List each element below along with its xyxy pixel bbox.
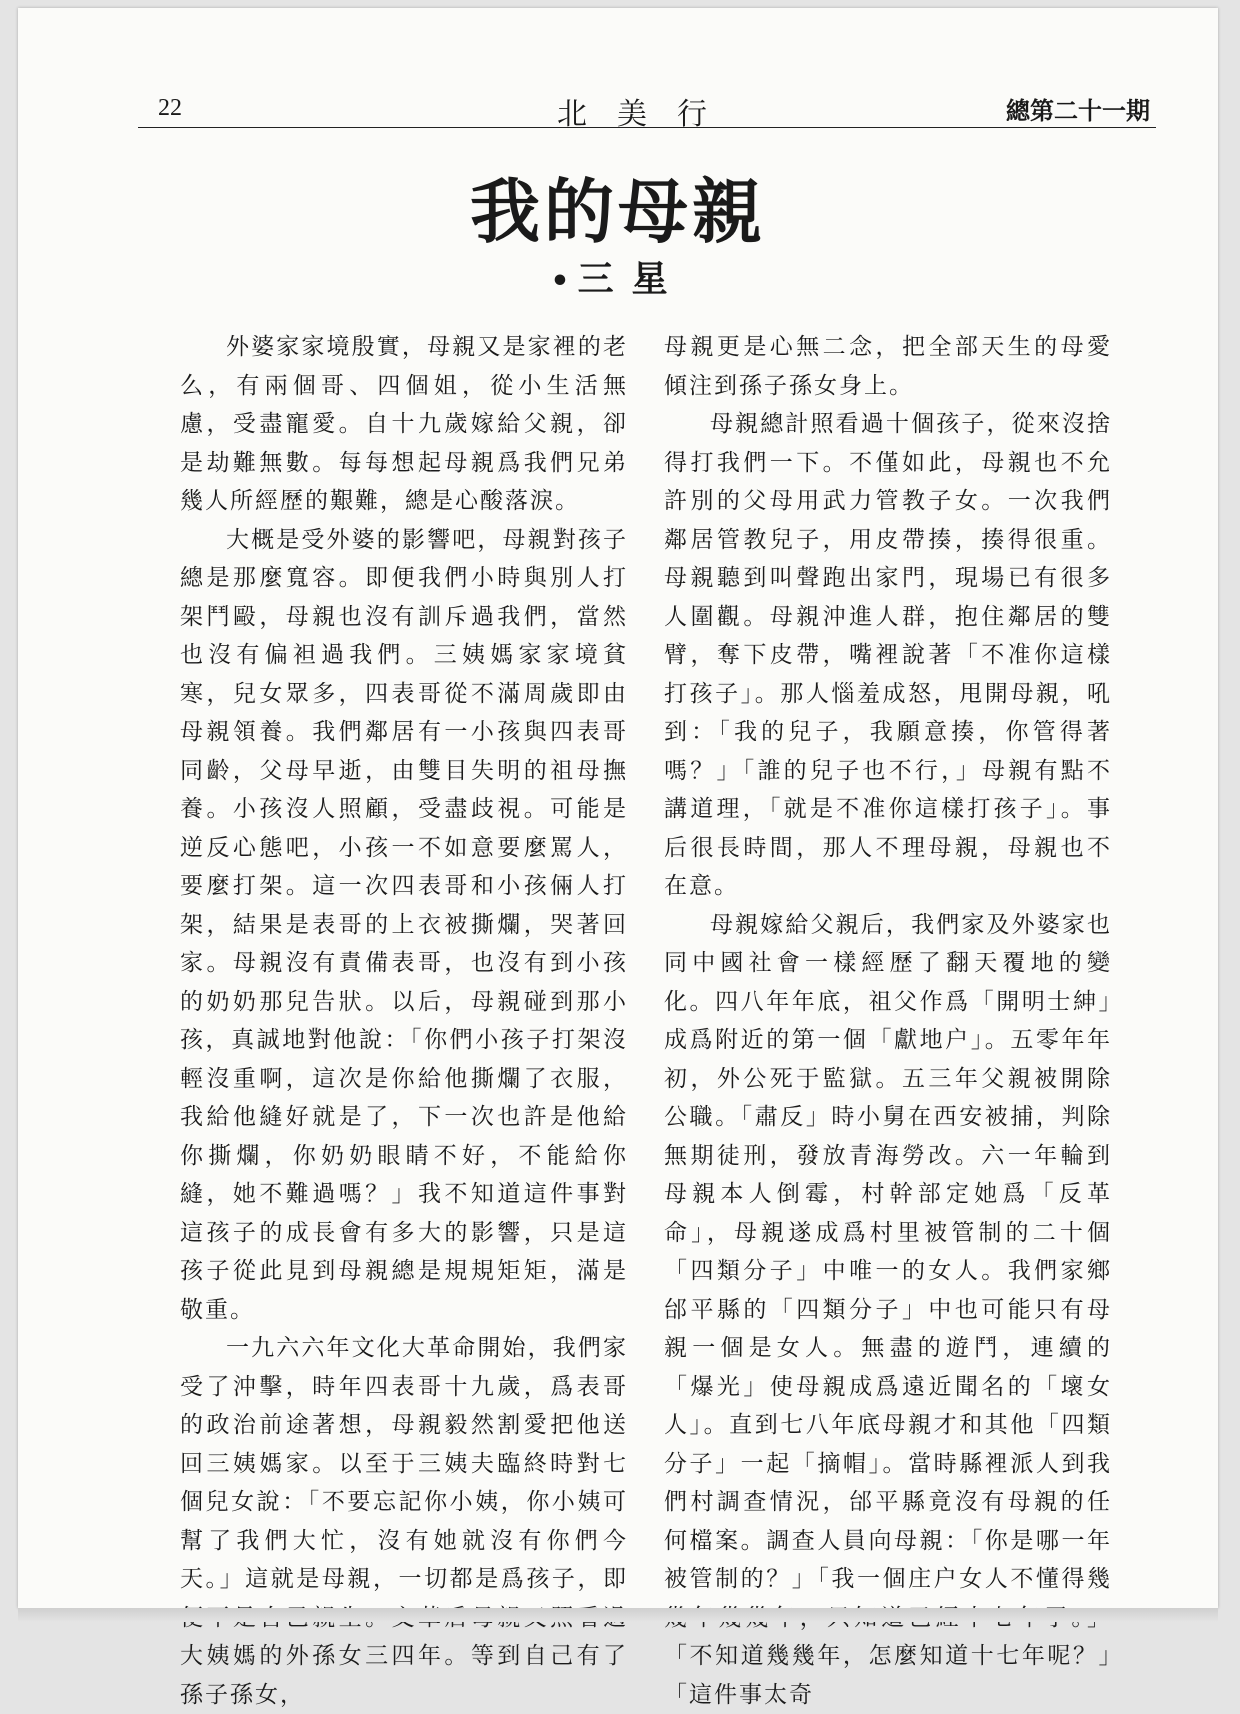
page-header — [138, 83, 1156, 133]
author-name: 三星 — [578, 258, 686, 300]
paragraph: 母親嫁給父親后，我們家及外婆家也同中國社會一樣經歷了翻天覆地的變化。四八年年底，祖父作爲「開明士紳」成爲附近的第一個「獻地户」。五零年年初，外公死于監獄。五三年父親被開除公職。「肅反」時小舅在西安被捕，判除無期徒刑，發放青海勞改。六一年輪到母親本人倒霉，村幹部定她爲「反革命」，母親遂成爲村里被管制的二十個「四類分子」中唯一的女人。我們家鄉邰平縣的「四類分子」中也可能只有母親一個是女人。無盡的遊鬥，連續的「爆光」使母親成爲遠近聞名的「壞女人」。直到七八年底母親才和其他「四類分子」一起「摘帽」。當時縣裡派人到我們村調查情況，邰平縣竟沒有母親的任何檔案。調查人員向母親：「你是哪一年被管制的？」「我一個庄户女人不懂得幾 「不知道幾幾年，怎麼知道十七年呢？」「這件事太奇 — [664, 906, 1112, 1714]
text-column-right — [664, 328, 1112, 1528]
issue-number: 總第二十一期 — [1006, 91, 1150, 126]
article-title: 我的母親 — [18, 156, 1218, 257]
magazine-page — [18, 8, 1218, 1608]
article-author — [18, 251, 1218, 302]
paragraph: 一九六六年文化大革命開始，我們家受了沖擊，時年四表哥十九歲，爲表哥的政治前途著想，母親毅然割愛把他送回三姨媽家。以至于三姨夫臨終時對七個兒女說：「不要忘記你小姨，你小姨可幫了我們大忙，沒有她就沒有你們今天。」這就是母親，一切都是爲孩子，即 大姨媽的外孫女三四年。等到自己有了孫子孫女， — [180, 1329, 628, 1714]
paragraph-continued: 母親更是心無二念，把全部天生的母愛傾注到孫子孫女身上。 — [664, 328, 1112, 405]
header-rule — [138, 127, 1156, 128]
author-bullet: • — [550, 264, 573, 299]
page-number: 22 — [158, 95, 182, 122]
page-bottom-edge — [18, 1608, 1218, 1622]
text-column-left — [180, 328, 628, 1528]
publication-title: 北美行 — [138, 89, 1156, 133]
paragraph: 大概是受外婆的影響吧，母親對孩子總是那麼寬容。即便我們小時與別人打架鬥毆，母親也沒有訓斥過我們，當然也沒有偏袒過我們。三姨媽家家境貧寒，兒女眾多，四表哥從不滿周歲即由母親領養。我們鄰居有一小孩與四表哥同齡，父母早逝，由雙目失明的祖母撫養。小孩沒人照顧，受盡歧視。可能是逆反心態吧，小孩一不如意要麼罵人，要麼打架。這一次四表哥和小孩倆人打架，結果是表哥的上衣被撕爛，哭著回家。母親沒有責備表哥，也沒有到小孩的奶奶那兒告狀。以后，母親碰到那小孩，真誠地對他說：「你們小孩子打架沒輕沒重啊，這次是你給他撕爛了衣服，我給他縫好就是了，下一次也許是他給你撕爛，你奶奶眼睛不好，不能給你縫，她不難過嗎？」我不知道這件事對這孩子的成長會有多大的影響，只是這孩子從此見到母親總是規規矩矩，滿是敬重。 — [180, 521, 628, 1330]
paragraph: 外婆家家境殷實，母親又是家裡的老么，有兩個哥、四個姐，從小生活無慮，受盡寵愛。自十九歲嫁給父親，卻是劫難無數。每每想起母親爲我們兄弟幾人所經歷的艱難，總是心酸落淚。 — [180, 328, 628, 521]
paragraph: 母親總計照看過十個孩子，從來沒捨得打我們一下。不僅如此，母親也不允許別的父母用武力管教子女。一次我們鄰居管教兒子，用皮帶揍，揍得很重。母親聽到叫聲跑出家門，現場已有很多人圍觀。母親沖進人群，抱住鄰居的雙臂，奪下皮帶，嘴裡說著「不准你這樣打孩子」。那人惱羞成怒，甩開母親，吼到：「我的兒子，我願意揍，你管得著嗎？」「誰的兒子也不行，」母親有點不講道理，「就是不准你這樣打孩子」。事后很長時間，那人不理母親，母親也不在意。 — [664, 405, 1112, 906]
